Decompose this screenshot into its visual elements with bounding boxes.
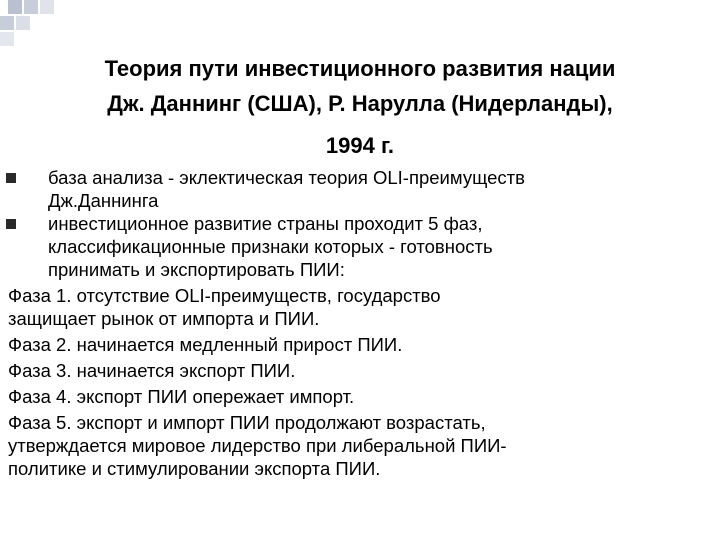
phase-text: Фаза 5. экспорт и импорт ПИИ продолжают возрастать,	[8, 412, 486, 433]
phase-text: Фаза 4. экспорт ПИИ опережает импорт.	[8, 386, 355, 407]
bullet-text: Дж.Даннинга	[48, 190, 159, 211]
square-bullet-icon	[6, 173, 16, 183]
phase-item	[8, 284, 704, 330]
bullet-item	[24, 166, 704, 212]
slide-title-year: 1994 г.	[325, 133, 395, 158]
phase-text: Фаза 3. начинается экспорт ПИИ.	[8, 360, 296, 381]
phase-item	[8, 359, 704, 382]
slide-body	[8, 166, 704, 480]
phase-text: Фаза 2. начинается медленный прирост ПИИ.	[8, 334, 403, 355]
bullet-text: принимать и экспортировать ПИИ:	[48, 259, 345, 280]
corner-decoration	[0, 0, 64, 48]
phase-item	[8, 385, 704, 408]
bullet-text: инвестиционное развитие страны проходит 5 фаз,	[48, 213, 483, 234]
phase-item	[8, 333, 704, 356]
phase-item	[8, 411, 704, 480]
bullet-text: база анализа - эклектическая теория OLI-преимуществ	[48, 167, 525, 188]
slide-title-line-2: Дж. Даннинг (США), Р. Нарулла (Нидерланды),	[107, 91, 613, 116]
square-bullet-icon	[6, 219, 16, 229]
phase-text: Фаза 1. отсутствие OLI-преимуществ, государство	[8, 285, 441, 306]
phase-text: политике и стимулировании экспорта ПИИ.	[8, 458, 381, 479]
phase-text: утверждается мировое лидерство при либеральной ПИИ-	[8, 435, 507, 456]
bullet-text: классификационные признаки которых - готовность	[48, 236, 493, 257]
slide-title-line-1: Теория пути инвестиционного развития нации	[104, 56, 616, 81]
phase-text: защищает рынок от импорта и ПИИ.	[8, 308, 320, 329]
bullet-item	[24, 212, 704, 281]
